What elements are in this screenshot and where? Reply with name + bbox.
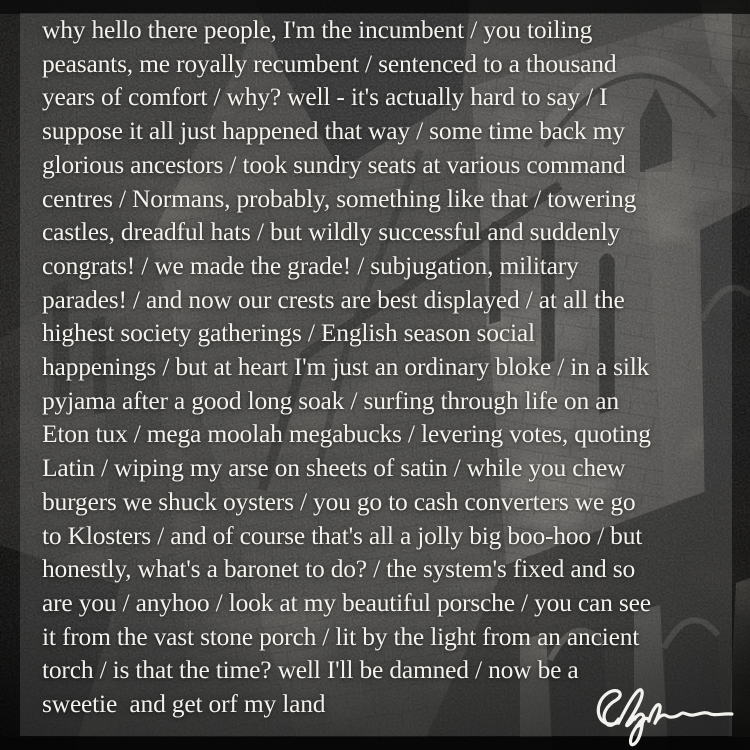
poem-line: centres / Normans, probably, something like that / towering xyxy=(42,183,637,213)
artist-signature-icon xyxy=(582,672,744,750)
poem-line: glorious ancestors / took sundry seats at various command xyxy=(42,149,626,179)
poem-line: torch / is that the time? well I'll be damned / now be a xyxy=(42,655,579,685)
poem-line: are you / anyhoo / look at my beautiful porsche / you can see xyxy=(42,587,651,617)
poem-line: castles, dreadful hats / but wildly successful and suddenly xyxy=(42,217,621,247)
poem-line: Eton tux / mega moolah megabucks / levering votes, quoting xyxy=(42,419,651,449)
poem-line: suppose it all just happened that way / some time back my xyxy=(42,116,625,146)
poem-line: burgers we shuck oysters / you go to cash converters we go xyxy=(42,486,636,516)
poem-line: why hello there people, I'm the incumbent / you toiling xyxy=(42,15,593,44)
poem-line: parades! / and now our crests are best displayed / at all the xyxy=(42,284,625,314)
poem-line: years of comfort / why? well - it's actually hard to say / I xyxy=(42,82,608,112)
poem-line: congrats! / we made the grade! / subjugation, military xyxy=(42,250,579,280)
poem-line: to Klosters / and of course that's all a jolly big boo-hoo / but xyxy=(42,520,643,550)
poem-line: pyjama after a good long soak / surfing through life on an xyxy=(42,385,619,415)
poem-line: peasants, me royally recumbent / sentenced to a thousand xyxy=(42,48,617,78)
poem-text xyxy=(42,13,736,721)
poem-line: highest society gatherings / English season social xyxy=(42,318,535,348)
poem-line: it from the vast stone porch / lit by the light from an ancient xyxy=(42,621,640,651)
poem-line: happenings / but at heart I'm just an ordinary bloke / in a silk xyxy=(42,352,650,382)
poem-line: honestly, what's a baronet to do? / the system's fixed and so xyxy=(42,554,636,584)
poem-line: Latin / wiping my arse on sheets of satin / while you chew xyxy=(42,453,626,483)
poem-line: sweetie and get orf my land xyxy=(42,689,326,719)
